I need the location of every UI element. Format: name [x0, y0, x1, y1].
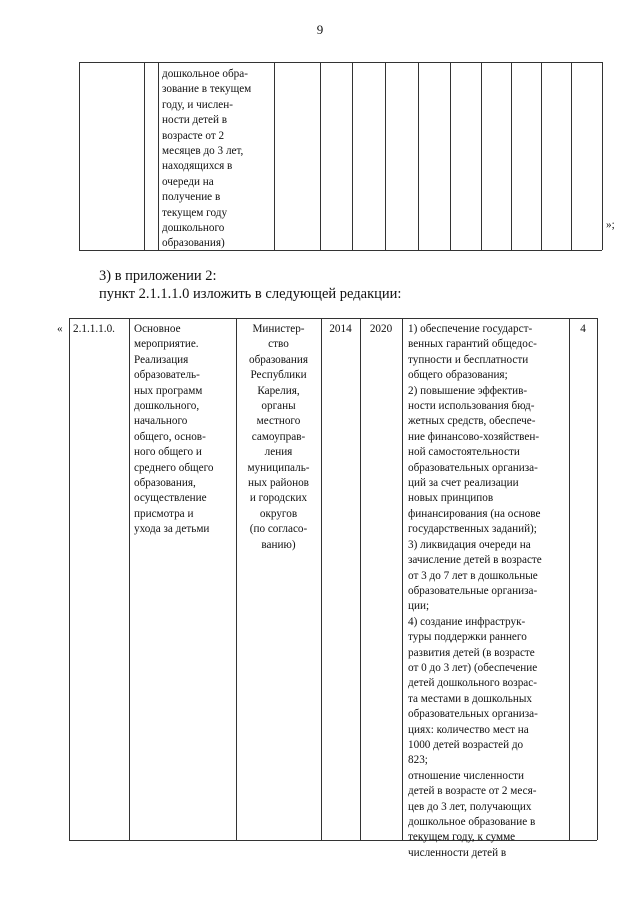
- cell-year-end: 2020: [369, 323, 393, 335]
- page-number: 9: [316, 22, 324, 37]
- table1-col-border: [274, 62, 275, 250]
- cell-year-start: 2014: [329, 323, 352, 335]
- cell-activity-name: Основное мероприятие. Реализация образователь- ных программ дошкольного, начального общего, основ- ного общего и среднего общего образования, осуществление присмотра и ухода за детьми: [134, 323, 214, 536]
- open-quote: «: [57, 323, 63, 335]
- cell-number: 4: [580, 323, 586, 335]
- table1-col-border: [571, 62, 572, 250]
- cell-expected-results: 1) обеспечение государст- венных гарантий общедос- тупности и бесплатности общего образования; 2) повышение эффектив- ности использования бюд- жетных средств, обеспече- ние финансово-хозяйствен- ной самостоятельности образовательных организа- ций за счет реализации новых принципов финансирования (на основе государственных заданий); 3) ликвидация очереди на зачисление детей в возрасте от 3 до 7 лет в дошкольные образовательные организа- ции; 4) создание инфраструк- туры поддержки раннего развития детей (в возрасте от 0 до 3 лет) (обеспечение детей дошкольного возрас- та местами в дошкольных образовательных организа- циях: количество мест на 1000 детей возрастей до 823; отношение численности детей в возрасте от 2 меся- цев до 3 лет, получающих дошкольное образование в текущем году, к сумме численности детей в: [408, 323, 542, 859]
- table1-col-border: [541, 62, 542, 250]
- closing-quote: »;: [606, 219, 615, 231]
- table1-col-border: [511, 62, 512, 250]
- table1-col-border: [144, 62, 145, 250]
- table2-col-border: [597, 318, 598, 840]
- table1-bottom-border: [79, 250, 602, 251]
- table1-col-border: [352, 62, 353, 250]
- table1-col-border: [450, 62, 451, 250]
- table1-col-border: [79, 62, 80, 250]
- table1-cell-indicator: дошкольное обра- зование в текущем году, и числен- ности детей в возрасте от 2 месяцев до 3 лет, находящихся в очереди на получение в текущем году дошкольного образования): [162, 68, 252, 250]
- table1-col-border: [602, 62, 603, 250]
- table1-col-border: [320, 62, 321, 250]
- table1-col-border: [481, 62, 482, 250]
- table2-col-border: [402, 318, 403, 840]
- table2-top-border: [69, 318, 597, 319]
- paragraph-appendix: 3) в приложении 2:: [99, 268, 217, 284]
- table1-col-border: [418, 62, 419, 250]
- table2-col-border: [569, 318, 570, 840]
- table2-col-border: [69, 318, 70, 840]
- table2-col-border: [360, 318, 361, 840]
- cell-code: 2.1.1.1.0.: [73, 323, 115, 335]
- table1-col-border: [385, 62, 386, 250]
- table2-col-border: [129, 318, 130, 840]
- table1-col-border: [158, 62, 159, 250]
- paragraph-instruction: пункт 2.1.1.1.0 изложить в следующей редакции:: [99, 286, 402, 302]
- cell-executor: Министер- ство образования Республики Карелия, органы местного самоуправ- ления муниципаль- ных районов и городских округов (по согласо- ванию): [247, 323, 310, 551]
- table2-col-border: [321, 318, 322, 840]
